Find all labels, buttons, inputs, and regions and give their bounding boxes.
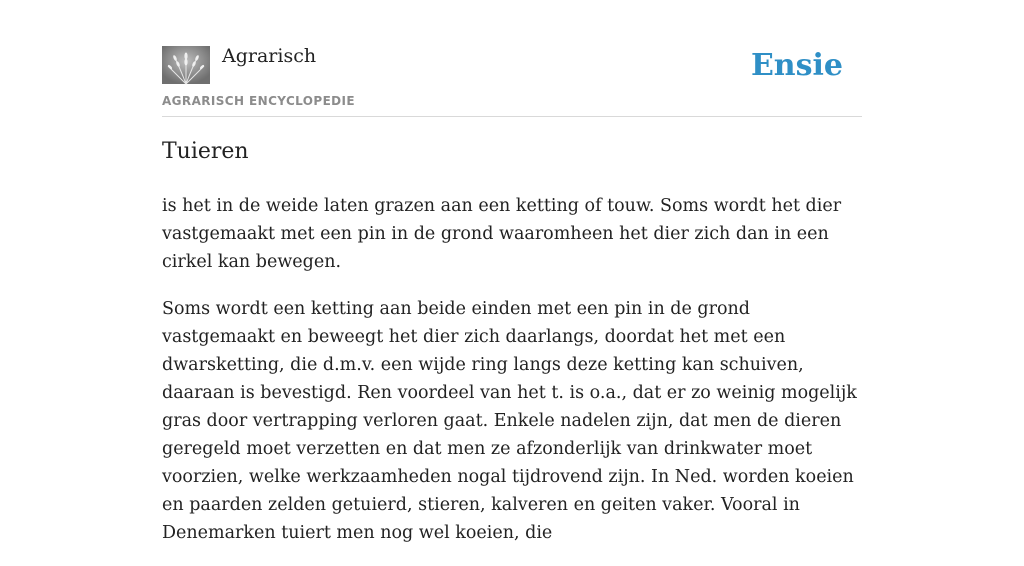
article-paragraph: Soms wordt een ketting aan beide einden met een pin in de grond vastgemaakt en beweegt het dier zich daarlangs, doordat het met een dwarsketting, die d.m.v. een wijde ring langs deze ketting kan schuiven, daaraan is bevestigd. Ren voordeel van het t. is o.a., dat er zo weinig mogelijk gras door vertrapping verloren gaat. Enkele nadelen zijn, dat men de dieren geregeld moet verzetten en dat men ze afzonderlijk van drinkwater moet voorzien, welke werkzaamheden nogal tijdrovend zijn. In Ned. worden koeien en paarden zelden getuierd, stieren, kalveren en geiten vaker. Vooral in Denemarken tuiert men nog wel koeien, die — [162, 299, 857, 543]
source-name-link[interactable]: Agrarisch — [222, 45, 317, 67]
article-body — [162, 192, 868, 566]
ensie-logo-link[interactable]: Ensie — [750, 48, 843, 83]
article-title: Tuieren — [162, 139, 249, 164]
wheat-ears-icon[interactable] — [162, 46, 210, 84]
source-subtitle: AGRARISCH ENCYCLOPEDIE — [162, 94, 355, 108]
header — [162, 0, 862, 117]
article-paragraph: is het in de weide laten grazen aan een ketting of touw. Soms wordt het dier vastgemaakt met een pin in de grond waaromheen het dier zich dan in een cirkel kan bewegen. — [162, 196, 842, 272]
